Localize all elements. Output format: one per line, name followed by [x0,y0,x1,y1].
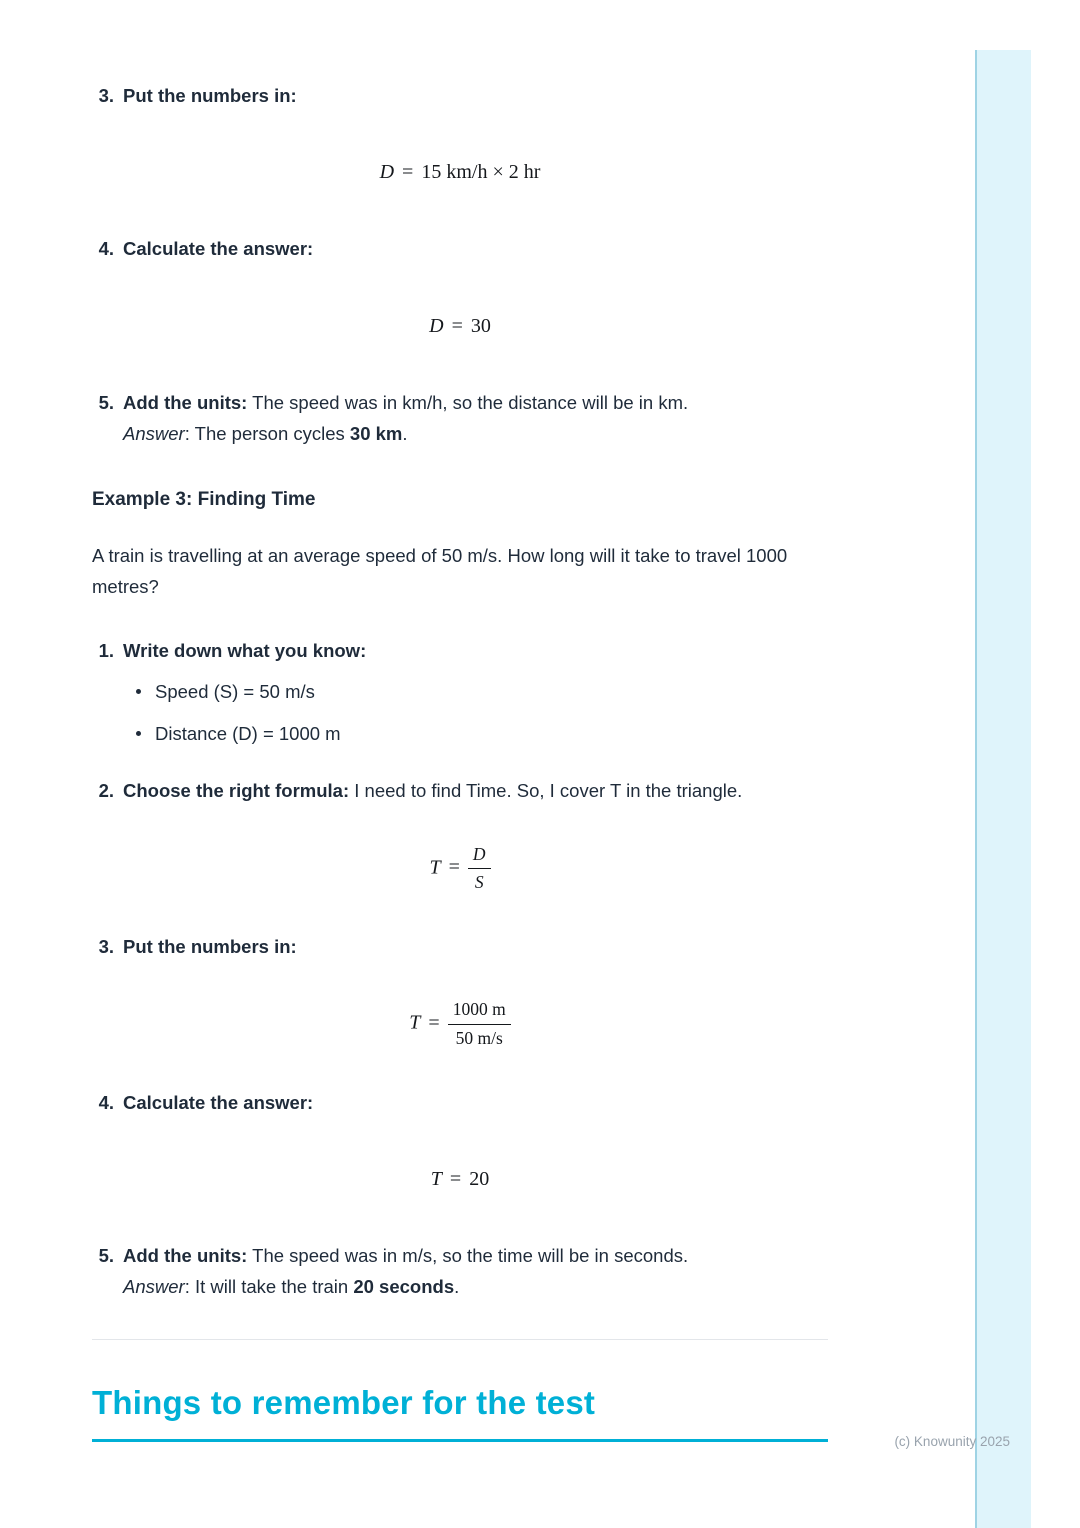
formula-distance-result [92,309,828,343]
answer-word: Answer [123,1276,185,1298]
step-label: Put the numbers in: [123,85,297,106]
step-label: Put the numbers in: [123,935,297,957]
formula-time-equation [92,843,828,895]
fraction-denominator: S [474,872,484,893]
equals-sign: = [402,161,414,184]
step-number: 1. [98,639,114,661]
equals-sign: = [449,1168,462,1191]
list-item-write-down [92,635,828,666]
fraction-numerator: D [468,843,491,870]
step-label: Choose the right formula: [123,780,350,802]
step-label: Calculate the answer: [123,1091,314,1113]
list-item-add-units [92,1240,828,1303]
list-item-put-numbers-in [92,80,828,111]
equals-sign: = [451,314,463,337]
step-text: Add the units: The speed was in m/s, so the time will be in seconds. [123,1245,689,1267]
formula-variable: D [379,161,395,184]
known-value: Speed (S) = 50 m/s [155,681,315,703]
list-item-add-units [92,387,828,450]
step-number: 2. [98,780,114,802]
step-text: Add the units: The speed was in km/h, so the distance will be in km. [123,391,689,413]
formula-variable: D [429,314,444,337]
section-heading-things-to-remember: Things to remember for the test [92,1383,596,1421]
equals-sign: = [448,856,460,879]
bullet-icon [136,731,141,736]
formula-expression: 15 km/h × 2 hr [421,161,541,184]
copyright-notice: (c) Knowunity 2025 [894,1434,1010,1449]
section-heading-underline [92,1439,828,1442]
bullet-icon [136,689,141,694]
answer-word: Answer [123,423,185,445]
step-number: 4. [98,1091,114,1113]
answer-line: Answer: It will take the train 20 seconds. [123,1276,460,1298]
example-3-intro: A train is travelling at an average speed of 50 m/s. How long will it take to travel 1000 metres? [92,545,788,598]
step-number: 3. [98,85,114,106]
list-item-calculate-answer [92,1087,828,1118]
formula-expression: 30 [470,314,491,337]
step-number: 4. [98,238,114,260]
step-number: 5. [98,1245,114,1267]
document-content [92,0,828,1442]
formula-variable: T [409,1012,421,1035]
step-label: Add the units: [123,391,248,413]
step-label: Add the units: [123,1245,248,1267]
fraction-numerator: 1000 m [448,998,511,1025]
formula-variable: T [429,856,441,879]
known-value: Distance (D) = 1000 m [155,722,341,744]
formula-variable: T [430,1168,442,1191]
page-edge-decoration [975,50,1031,1528]
step-number: 3. [98,935,114,957]
formula-time-numbers [92,998,828,1050]
formula-time-result [92,1162,828,1196]
list-item-put-numbers-in [92,931,828,962]
step-label: Calculate the answer: [123,238,314,260]
fraction-denominator: 50 m/s [455,1027,503,1048]
list-item-speed-known [92,676,828,707]
step-number: 5. [98,391,114,413]
list-item-distance-known [92,718,828,749]
section-divider [92,1339,828,1340]
example-3-heading: Example 3: Finding Time [92,488,316,510]
step-label: Write down what you know: [123,639,367,661]
answer-line: Answer: The person cycles 30 km. [123,423,408,445]
list-item-choose-formula: 2. Choose the right formula: I need to find Time. So, I cover T in the triangle. [92,775,828,806]
answer-value: 30 km [349,423,403,445]
list-item-calculate-answer [92,233,828,264]
equals-sign: = [428,1012,440,1035]
fraction [448,998,511,1050]
answer-value: 20 seconds [353,1276,455,1298]
fraction [468,843,491,895]
formula-distance-numbers [92,155,828,189]
formula-expression: 20 [469,1168,490,1191]
